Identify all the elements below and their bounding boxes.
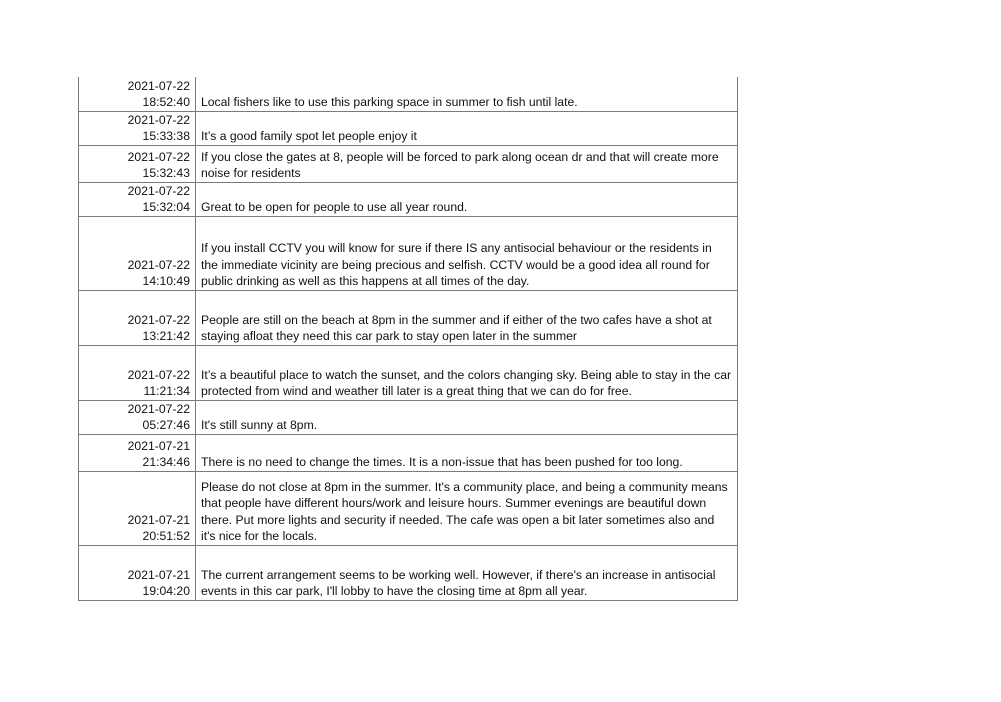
table-row: [79, 182, 738, 216]
table-row: [79, 400, 738, 434]
date-text: 2021-07-22: [127, 312, 190, 327]
table-row: [79, 77, 738, 111]
time-text: 11:21:34: [143, 384, 190, 398]
table-row: [79, 111, 738, 145]
table-row: [79, 290, 738, 345]
comment-cell: It’s a good family spot let people enjoy it: [196, 111, 738, 145]
comments-table: [78, 77, 738, 601]
comment-cell: There is no need to change the times. It is a non-issue that has been pushed for too long.: [196, 434, 738, 471]
comment-cell: It's still sunny at 8pm.: [196, 400, 738, 434]
comment-cell: If you install CCTV you will know for sure if there IS any antisocial behaviour or the residents in the immediate vicinity are being precious and selfish. CCTV would be a good idea all round for public drinking as well as this happens at all times of the day.: [196, 216, 738, 290]
timestamp-cell: [79, 345, 196, 400]
timestamp-cell: [79, 182, 196, 216]
comment-cell: The current arrangement seems to be working well. However, if there's an increase in antisocial events in this car park, I'll lobby to have the closing time at 8pm all year.: [196, 545, 738, 600]
timestamp-cell: [79, 145, 196, 182]
comment-cell: Local fishers like to use this parking space in summer to fish until late.: [196, 77, 738, 111]
time-text: 21:34:46: [142, 455, 190, 469]
date-text: 2021-07-22: [127, 183, 190, 198]
time-text: 19:04:20: [142, 584, 190, 598]
date-text: 2021-07-22: [127, 401, 190, 416]
time-text: 05:27:46: [142, 418, 190, 432]
table-row: [79, 545, 738, 600]
date-text: 2021-07-22: [127, 367, 190, 382]
timestamp-cell: [79, 471, 196, 545]
comment-cell: Please do not close at 8pm in the summer. It's a community place, and being a community means that people have different hours/work and leisure hours. Summer evenings are beautiful down there. Put more lights and security if needed. The cafe was open a bit later sometimes also and it's nice for the locals.: [196, 471, 738, 545]
table-row: [79, 434, 738, 471]
timestamp-cell: [79, 111, 196, 145]
timestamp-cell: [79, 545, 196, 600]
date-text: 2021-07-22: [127, 149, 190, 164]
table-row: [79, 345, 738, 400]
timestamp-cell: [79, 434, 196, 471]
timestamp-cell: [79, 216, 196, 290]
date-text: 2021-07-22: [127, 78, 190, 93]
timestamp-cell: [79, 290, 196, 345]
time-text: 20:51:52: [142, 529, 190, 543]
date-text: 2021-07-21: [127, 438, 190, 453]
time-text: 14:10:49: [142, 274, 190, 288]
table-row: [79, 216, 738, 290]
timestamp-cell: [79, 77, 196, 111]
time-text: 18:52:40: [142, 95, 190, 109]
table-row: [79, 471, 738, 545]
time-text: 13:21:42: [142, 329, 190, 343]
date-text: 2021-07-21: [127, 512, 190, 527]
date-text: 2021-07-22: [127, 257, 190, 272]
time-text: 15:32:43: [142, 166, 190, 180]
table-row: [79, 145, 738, 182]
time-text: 15:32:04: [142, 200, 190, 214]
comment-cell: It’s a beautiful place to watch the sunset, and the colors changing sky. Being able to stay in the car protected from wind and weather till later is a great thing that we can do for free.: [196, 345, 738, 400]
comment-cell: Great to be open for people to use all year round.: [196, 182, 738, 216]
date-text: 2021-07-21: [127, 567, 190, 582]
date-text: 2021-07-22: [127, 112, 190, 127]
comment-cell: People are still on the beach at 8pm in the summer and if either of the two cafes have a shot at staying afloat they need this car park to stay open later in the summer: [196, 290, 738, 345]
time-text: 15:33:38: [142, 129, 190, 143]
comment-cell: If you close the gates at 8, people will be forced to park along ocean dr and that will create more noise for residents: [196, 145, 738, 182]
timestamp-cell: [79, 400, 196, 434]
